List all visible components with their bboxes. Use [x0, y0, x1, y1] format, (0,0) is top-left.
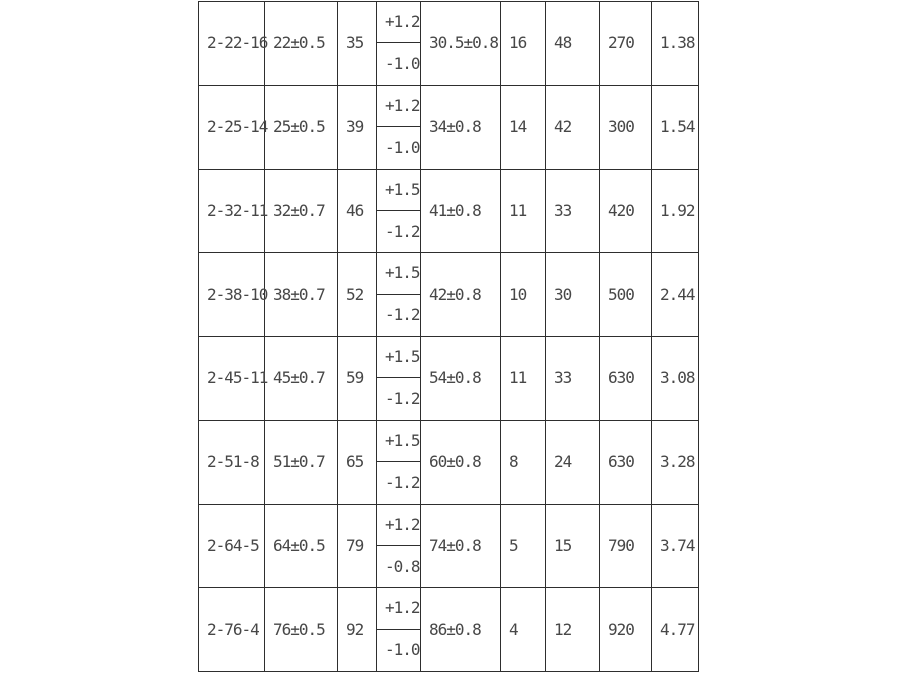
cell-value-5: 3.74: [652, 504, 699, 588]
cell-nominal-size: 64±0.5: [265, 504, 338, 588]
cell-value-3: 48: [546, 2, 600, 86]
cell-size-2: 86±0.8: [421, 588, 501, 672]
cell-tolerance: [377, 337, 421, 421]
cell-model-code: 2-32-11: [199, 169, 265, 253]
tolerance-lower: -1.0: [385, 54, 420, 74]
cell-value: 46: [338, 169, 377, 253]
cell-value-3: 33: [546, 169, 600, 253]
cell-size-2: 30.5±0.8: [421, 2, 501, 86]
tolerance-upper: +1.5: [377, 337, 420, 378]
tolerance-upper: +1.2: [377, 505, 420, 546]
cell-tolerance: [377, 588, 421, 672]
cell-value-5: 3.28: [652, 420, 699, 504]
cell-tolerance: [377, 169, 421, 253]
cell-size-2: 34±0.8: [421, 85, 501, 169]
cell-value-4: 790: [600, 504, 652, 588]
cell-tolerance: [377, 504, 421, 588]
tolerance-upper: +1.2: [377, 86, 420, 127]
cell-nominal-size: 25±0.5: [265, 85, 338, 169]
cell-value-3: 30: [546, 253, 600, 337]
cell-value-3: 33: [546, 337, 600, 421]
cell-tolerance: [377, 85, 421, 169]
table-row: [199, 85, 699, 169]
cell-size-2: 54±0.8: [421, 337, 501, 421]
cell-value: 59: [338, 337, 377, 421]
cell-value: 39: [338, 85, 377, 169]
tolerance-upper: +1.5: [377, 421, 420, 462]
cell-nominal-size: 76±0.5: [265, 588, 338, 672]
table-row: [199, 337, 699, 421]
table-row: [199, 253, 699, 337]
table-row: [199, 420, 699, 504]
cell-model-code: 2-22-16: [199, 2, 265, 86]
cell-tolerance: [377, 420, 421, 504]
cell-size-2: 60±0.8: [421, 420, 501, 504]
tolerance-upper: +1.2: [377, 2, 420, 43]
table-row: [199, 2, 699, 86]
table-row: [199, 169, 699, 253]
cell-value-4: 500: [600, 253, 652, 337]
cell-value-5: 1.92: [652, 169, 699, 253]
cell-model-code: 2-25-14: [199, 85, 265, 169]
table-row: [199, 588, 699, 672]
cell-value-2: 8: [501, 420, 546, 504]
tolerance-upper: +1.5: [377, 253, 420, 294]
cell-value-4: 920: [600, 588, 652, 672]
tolerance-upper: +1.5: [377, 170, 420, 211]
tolerance-lower: -1.2: [385, 305, 420, 325]
table-row: [199, 504, 699, 588]
spec-table: [198, 1, 699, 672]
cell-model-code: 2-38-10: [199, 253, 265, 337]
cell-value-2: 11: [501, 337, 546, 421]
cell-model-code: 2-76-4: [199, 588, 265, 672]
tolerance-lower: -0.8: [385, 556, 420, 576]
cell-value-5: 4.77: [652, 588, 699, 672]
tolerance-lower: -1.0: [385, 640, 420, 660]
cell-value: 92: [338, 588, 377, 672]
cell-value-2: 4: [501, 588, 546, 672]
cell-value-2: 10: [501, 253, 546, 337]
cell-nominal-size: 45±0.7: [265, 337, 338, 421]
cell-value: 52: [338, 253, 377, 337]
cell-value-2: 5: [501, 504, 546, 588]
cell-value-3: 24: [546, 420, 600, 504]
cell-model-code: 2-51-8: [199, 420, 265, 504]
cell-size-2: 42±0.8: [421, 253, 501, 337]
cell-nominal-size: 22±0.5: [265, 2, 338, 86]
cell-value-3: 42: [546, 85, 600, 169]
tolerance-lower: -1.0: [385, 137, 420, 157]
cell-value-4: 270: [600, 2, 652, 86]
cell-size-2: 74±0.8: [421, 504, 501, 588]
cell-value-3: 15: [546, 504, 600, 588]
cell-value-5: 1.54: [652, 85, 699, 169]
cell-value-4: 630: [600, 337, 652, 421]
cell-nominal-size: 51±0.7: [265, 420, 338, 504]
cell-tolerance: [377, 2, 421, 86]
cell-size-2: 41±0.8: [421, 169, 501, 253]
spec-table-body: [199, 2, 699, 672]
cell-model-code: 2-45-11: [199, 337, 265, 421]
cell-value-4: 630: [600, 420, 652, 504]
cell-tolerance: [377, 253, 421, 337]
cell-value-4: 420: [600, 169, 652, 253]
cell-value-2: 11: [501, 169, 546, 253]
tolerance-lower: -1.2: [385, 389, 420, 409]
cell-value: 35: [338, 2, 377, 86]
tolerance-lower: -1.2: [385, 221, 420, 241]
cell-value-5: 3.08: [652, 337, 699, 421]
cell-nominal-size: 32±0.7: [265, 169, 338, 253]
cell-value-5: 1.38: [652, 2, 699, 86]
cell-nominal-size: 38±0.7: [265, 253, 338, 337]
cell-value: 79: [338, 504, 377, 588]
cell-value-2: 16: [501, 2, 546, 86]
cell-value-4: 300: [600, 85, 652, 169]
cell-value: 65: [338, 420, 377, 504]
cell-value-2: 14: [501, 85, 546, 169]
tolerance-lower: -1.2: [385, 472, 420, 492]
cell-value-3: 12: [546, 588, 600, 672]
cell-value-5: 2.44: [652, 253, 699, 337]
tolerance-upper: +1.2: [377, 588, 420, 629]
cell-model-code: 2-64-5: [199, 504, 265, 588]
